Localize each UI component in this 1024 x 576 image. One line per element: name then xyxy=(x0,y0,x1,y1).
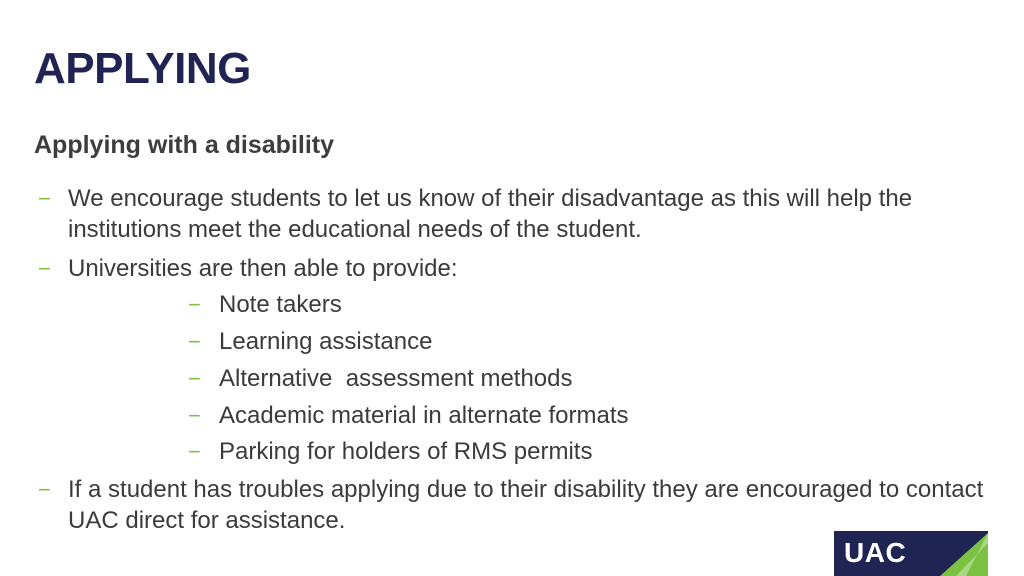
slide-subtitle: Applying with a disability xyxy=(34,131,335,159)
dash-bullet-icon: − xyxy=(38,256,51,281)
bullet-text: Universities are then able to provide: xyxy=(68,255,458,282)
bullet-item xyxy=(0,183,1000,245)
dash-bullet-icon: − xyxy=(38,186,51,211)
dash-bullet-icon: − xyxy=(188,439,201,464)
dash-bullet-icon: − xyxy=(188,292,201,317)
dash-bullet-icon: − xyxy=(188,403,201,428)
sub-bullet-text: Parking for holders of RMS permits xyxy=(219,438,593,465)
sub-bullet-text: Note takers xyxy=(219,291,342,318)
sub-bullet-text: Learning assistance xyxy=(219,328,433,355)
sub-bullet-item xyxy=(0,363,800,394)
bullet-item xyxy=(0,474,1000,536)
dash-bullet-icon: − xyxy=(38,477,51,502)
sub-bullet-text: Alternative assessment methods xyxy=(219,365,573,392)
uac-logo xyxy=(834,531,988,576)
logo-text: UAC xyxy=(844,537,907,568)
slide-title: APPLYING xyxy=(34,44,251,93)
sub-bullet-item xyxy=(0,326,800,357)
sub-bullet-item xyxy=(0,400,800,431)
bullet-item xyxy=(0,253,1000,284)
dash-bullet-icon: − xyxy=(188,329,201,354)
bullet-text: We encourage students to let us know of their disadvantage as this will help the institutions meet the educational needs of the student. xyxy=(68,185,913,243)
bullet-text: If a student has troubles applying due to their disability they are encouraged to contact UAC direct for assistance. xyxy=(68,476,984,534)
sub-bullet-text: Academic material in alternate formats xyxy=(219,402,629,429)
sub-bullet-item xyxy=(0,289,800,320)
sub-bullet-item xyxy=(0,436,800,467)
dash-bullet-icon: − xyxy=(188,366,201,391)
